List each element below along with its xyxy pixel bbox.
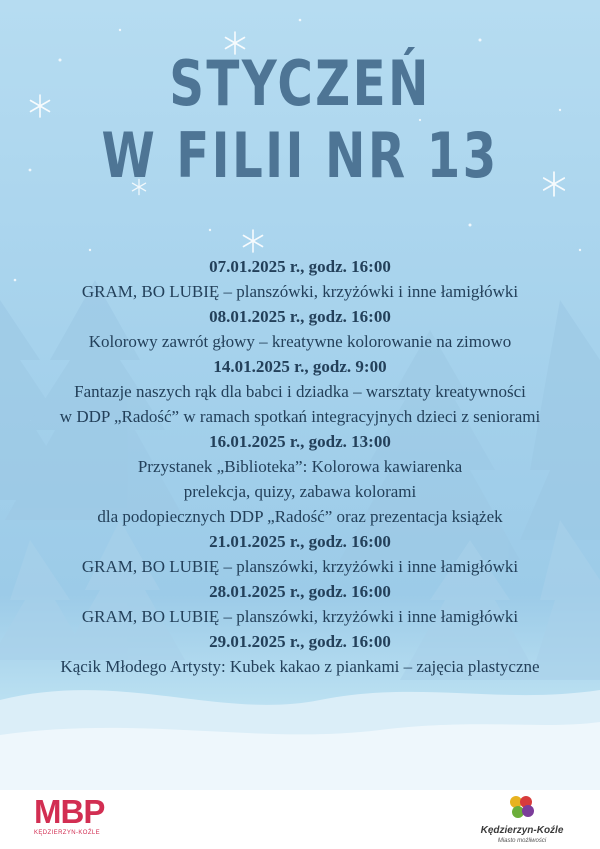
event-date: 14.01.2025 r., godz. 9:00 xyxy=(213,357,387,376)
event-description: Fantazje naszych rąk dla babci i dziadka – warsztaty kreatywności xyxy=(74,382,526,401)
event-description: GRAM, BO LUBIĘ – planszówki, krzyżówki i inne łamigłówki xyxy=(81,607,519,626)
event-item xyxy=(0,629,600,679)
event-item xyxy=(0,529,600,579)
poster-title xyxy=(0,48,600,192)
event-date: 29.01.2025 r., godz. 16:00 xyxy=(209,632,391,651)
event-item xyxy=(0,579,600,629)
mbp-logo-subtitle: KĘDZIERZYN-KOŹLE xyxy=(34,830,101,836)
snowflake-icon xyxy=(240,228,266,254)
event-item xyxy=(0,304,600,354)
event-item xyxy=(0,254,600,304)
city-logo-tagline: Miasto możliwości xyxy=(497,838,547,844)
event-date: 16.01.2025 r., godz. 13:00 xyxy=(209,432,391,451)
event-description: w DDP „Radość” w ramach spotkań integracyjnych dzieci z seniorami xyxy=(59,407,541,426)
event-description: Kącik Młodego Artysty: Kubek kakao z piankami – zajęcia plastyczne xyxy=(60,657,540,676)
event-description: Przystanek „Biblioteka”: Kolorowa kawiarenka xyxy=(137,457,463,476)
event-list xyxy=(0,254,600,679)
title-line-1: STYCZEŃ xyxy=(169,47,431,120)
event-description: dla podopiecznych DDP „Radość” oraz prezentacja książek xyxy=(97,507,503,526)
mbp-logo xyxy=(34,795,134,836)
event-item xyxy=(0,354,600,429)
event-description: prelekcja, quizy, zabawa kolorami xyxy=(183,482,417,501)
event-description: GRAM, BO LUBIĘ – planszówki, krzyżówki i inne łamigłówki xyxy=(81,282,519,301)
event-date: 28.01.2025 r., godz. 16:00 xyxy=(209,582,391,601)
event-description: Kolorowy zawrót głowy – kreatywne kolorowanie na zimowo xyxy=(88,332,512,351)
city-logo xyxy=(470,794,574,845)
mbp-logo-mark: MBP xyxy=(34,793,105,830)
event-date: 21.01.2025 r., godz. 16:00 xyxy=(209,532,391,551)
event-date: 08.01.2025 r., godz. 16:00 xyxy=(209,307,391,326)
footer xyxy=(0,790,600,849)
city-logo-name: Kędzierzyn-Koźle xyxy=(480,825,564,836)
city-logo-dots-icon xyxy=(502,794,542,820)
event-date: 07.01.2025 r., godz. 16:00 xyxy=(209,257,391,276)
event-item xyxy=(0,429,600,529)
title-line-2: W FILII NR 13 xyxy=(101,119,499,192)
event-description: GRAM, BO LUBIĘ – planszówki, krzyżówki i inne łamigłówki xyxy=(81,557,519,576)
